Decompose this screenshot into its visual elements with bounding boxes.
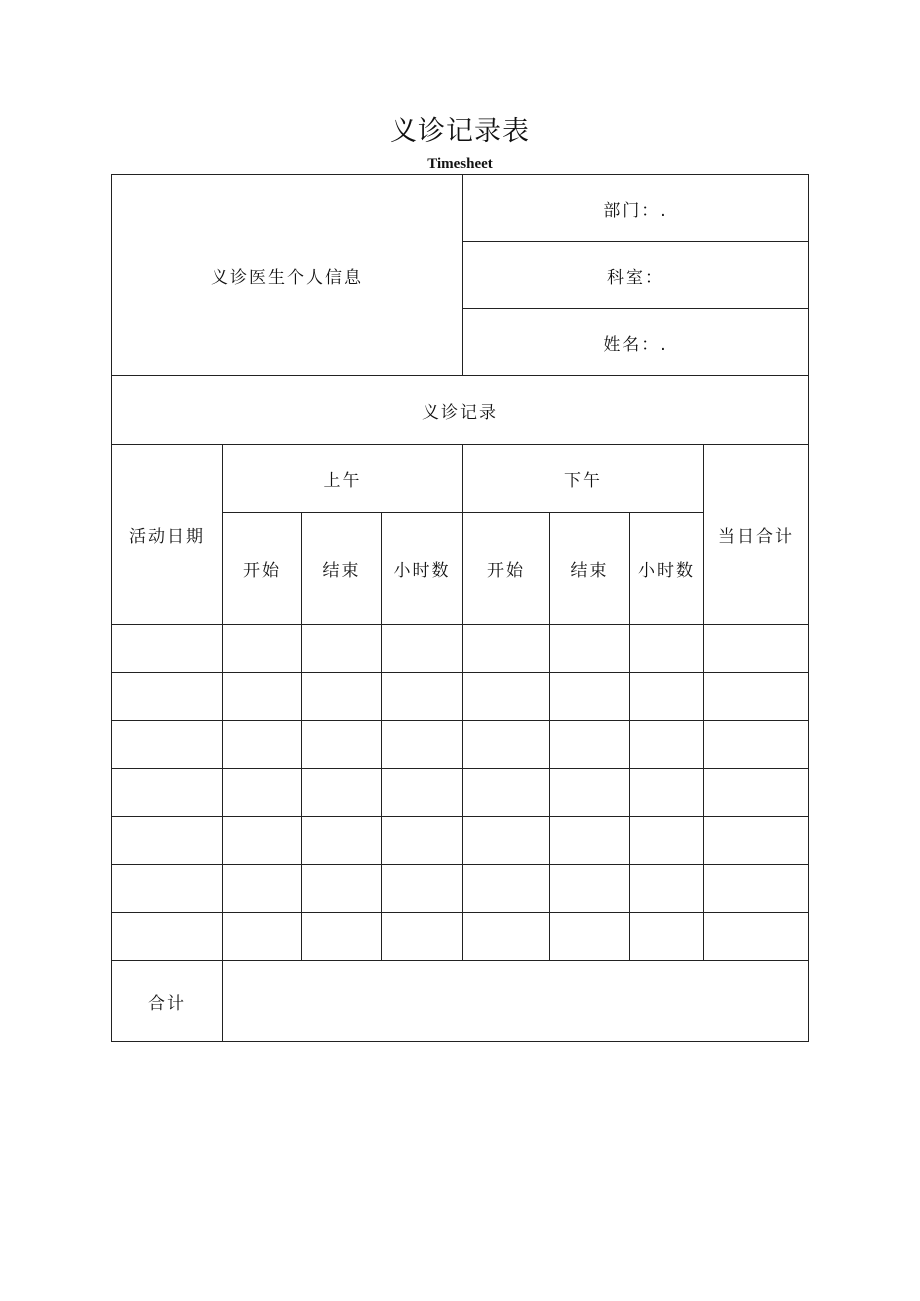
afternoon-start-cell[interactable]	[463, 673, 550, 721]
record-heading: 义诊记录	[112, 376, 809, 445]
afternoon-start-cell[interactable]	[463, 769, 550, 817]
table-row	[112, 817, 809, 865]
morning-hours-cell[interactable]	[382, 721, 463, 769]
morning-end-header: 结束	[302, 513, 382, 625]
date-cell[interactable]	[112, 865, 223, 913]
date-column-header: 活动日期	[112, 445, 223, 625]
table-row	[112, 673, 809, 721]
date-cell[interactable]	[112, 817, 223, 865]
afternoon-hours-cell[interactable]	[630, 769, 704, 817]
morning-end-cell[interactable]	[302, 625, 382, 673]
date-cell[interactable]	[112, 673, 223, 721]
afternoon-end-cell[interactable]	[550, 769, 630, 817]
table-row	[112, 769, 809, 817]
morning-end-cell[interactable]	[302, 673, 382, 721]
afternoon-end-cell[interactable]	[550, 817, 630, 865]
morning-start-cell[interactable]	[223, 769, 302, 817]
morning-start-header: 开始	[223, 513, 302, 625]
afternoon-hours-cell[interactable]	[630, 625, 704, 673]
afternoon-start-cell[interactable]	[463, 817, 550, 865]
morning-end-cell[interactable]	[302, 913, 382, 961]
day-total-header: 当日合计	[704, 445, 809, 625]
timesheet-table	[111, 174, 809, 1042]
afternoon-hours-cell[interactable]	[630, 865, 704, 913]
morning-start-cell[interactable]	[223, 673, 302, 721]
afternoon-start-cell[interactable]	[463, 865, 550, 913]
morning-hours-cell[interactable]	[382, 817, 463, 865]
afternoon-hours-header: 小时数	[630, 513, 704, 625]
afternoon-header: 下午	[463, 445, 704, 513]
morning-start-cell[interactable]	[223, 625, 302, 673]
date-cell[interactable]	[112, 721, 223, 769]
afternoon-end-cell[interactable]	[550, 913, 630, 961]
morning-hours-header: 小时数	[382, 513, 463, 625]
morning-header: 上午	[223, 445, 463, 513]
table-row	[112, 721, 809, 769]
afternoon-start-cell[interactable]	[463, 721, 550, 769]
date-cell[interactable]	[112, 625, 223, 673]
afternoon-hours-cell[interactable]	[630, 721, 704, 769]
afternoon-end-cell[interactable]	[550, 673, 630, 721]
afternoon-start-header: 开始	[463, 513, 550, 625]
total-value-cell[interactable]	[223, 961, 809, 1042]
afternoon-end-cell[interactable]	[550, 721, 630, 769]
page-subtitle: Timesheet	[427, 156, 493, 172]
day-total-cell[interactable]	[704, 865, 809, 913]
day-total-cell[interactable]	[704, 817, 809, 865]
morning-start-cell[interactable]	[223, 865, 302, 913]
section-field[interactable]: 科室：	[463, 242, 809, 309]
afternoon-start-cell[interactable]	[463, 625, 550, 673]
day-total-cell[interactable]	[704, 625, 809, 673]
afternoon-hours-cell[interactable]	[630, 673, 704, 721]
morning-hours-cell[interactable]	[382, 769, 463, 817]
morning-end-cell[interactable]	[302, 865, 382, 913]
day-total-cell[interactable]	[704, 721, 809, 769]
page-title: 义诊记录表	[390, 116, 530, 147]
morning-end-cell[interactable]	[302, 769, 382, 817]
table-row	[112, 865, 809, 913]
department-field[interactable]: 部门：.	[463, 175, 809, 242]
morning-hours-cell[interactable]	[382, 625, 463, 673]
afternoon-end-cell[interactable]	[550, 865, 630, 913]
morning-start-cell[interactable]	[223, 817, 302, 865]
morning-hours-cell[interactable]	[382, 913, 463, 961]
day-total-cell[interactable]	[704, 769, 809, 817]
morning-end-cell[interactable]	[302, 817, 382, 865]
name-field[interactable]: 姓名：.	[463, 309, 809, 376]
table-row	[112, 913, 809, 961]
afternoon-hours-cell[interactable]	[630, 817, 704, 865]
doctor-info-heading: 义诊医生个人信息	[112, 175, 463, 376]
day-total-cell[interactable]	[704, 913, 809, 961]
morning-hours-cell[interactable]	[382, 865, 463, 913]
afternoon-end-cell[interactable]	[550, 625, 630, 673]
total-label: 合计	[112, 961, 223, 1042]
morning-start-cell[interactable]	[223, 721, 302, 769]
morning-end-cell[interactable]	[302, 721, 382, 769]
afternoon-end-header: 结束	[550, 513, 630, 625]
afternoon-hours-cell[interactable]	[630, 913, 704, 961]
afternoon-start-cell[interactable]	[463, 913, 550, 961]
day-total-cell[interactable]	[704, 673, 809, 721]
date-cell[interactable]	[112, 769, 223, 817]
date-cell[interactable]	[112, 913, 223, 961]
morning-start-cell[interactable]	[223, 913, 302, 961]
table-row	[112, 625, 809, 673]
morning-hours-cell[interactable]	[382, 673, 463, 721]
